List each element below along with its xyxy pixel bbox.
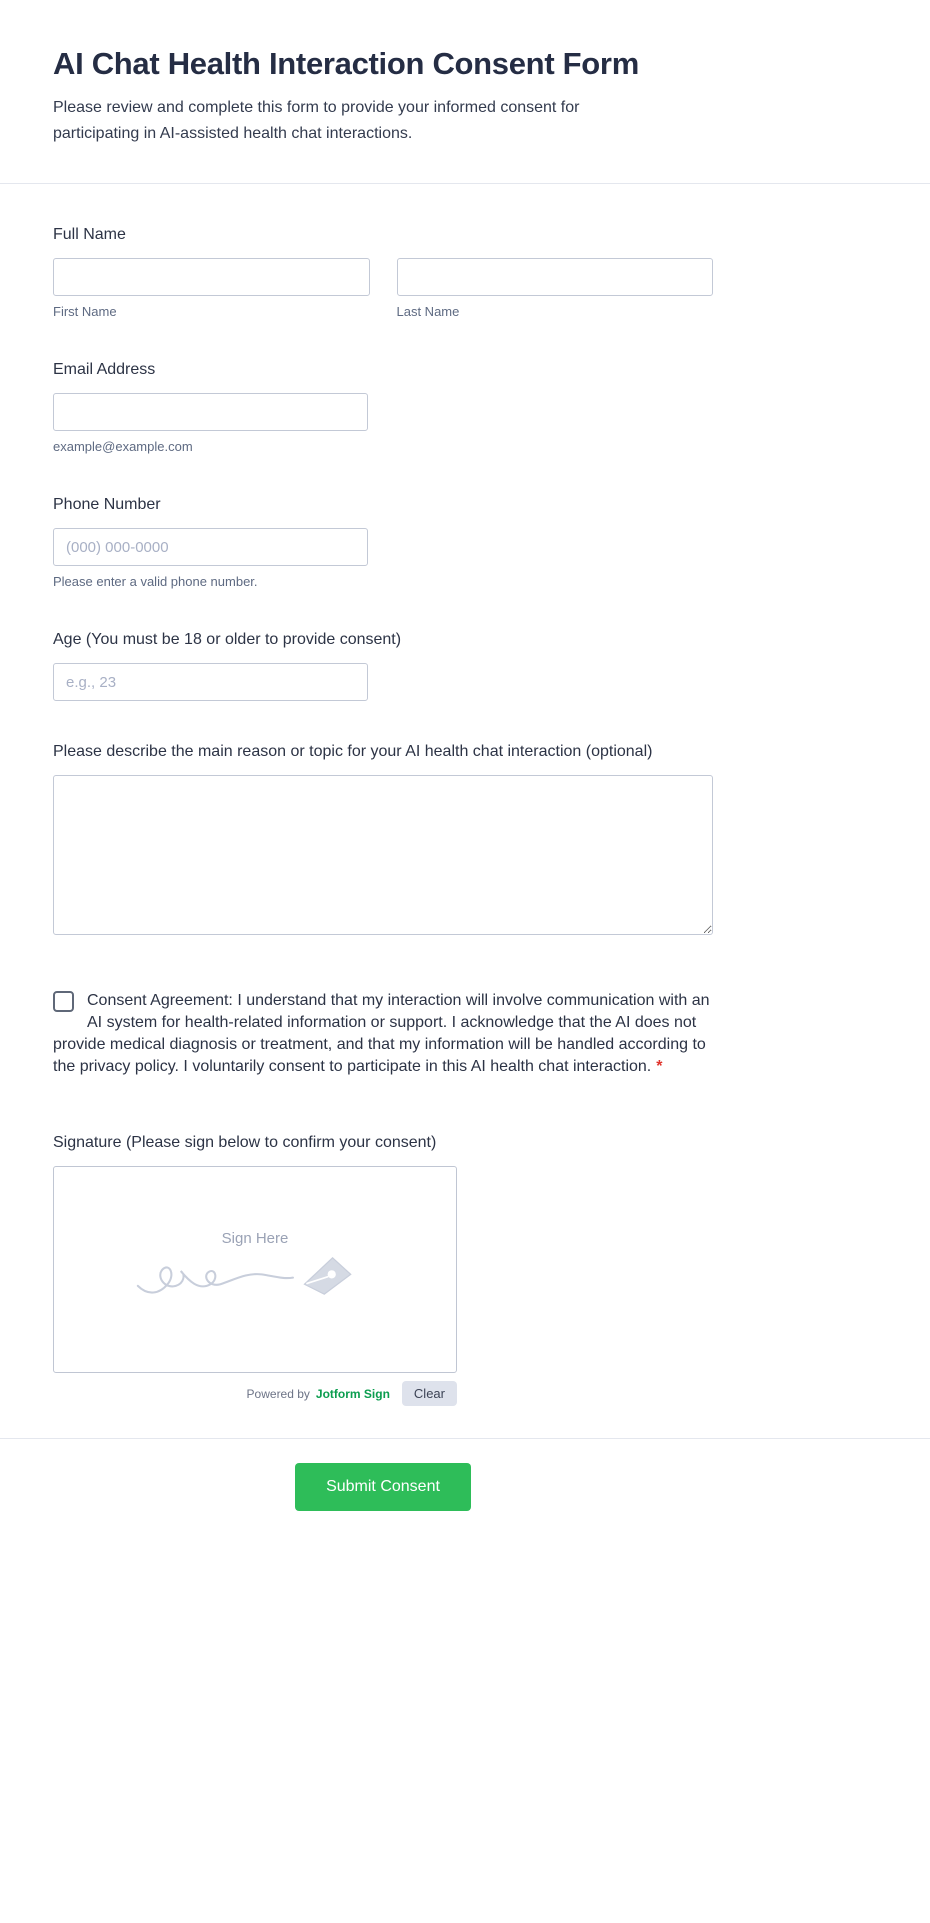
form-header: [0, 0, 930, 183]
first-name-column: [53, 258, 370, 319]
sign-here-placeholder: Sign Here: [221, 1230, 289, 1247]
required-asterisk: *: [656, 1058, 663, 1075]
topic-label: Please describe the main reason or topic for your AI health chat interaction (optional): [53, 743, 653, 760]
header-divider: [0, 183, 930, 184]
phone-input[interactable]: [53, 528, 368, 566]
question-email: [53, 361, 713, 454]
question-topic: [53, 743, 713, 940]
question-signature: [53, 1134, 713, 1406]
email-label: Email Address: [53, 361, 156, 378]
signature-squiggle-icon: [110, 1243, 400, 1309]
clear-signature-button[interactable]: Clear: [402, 1381, 457, 1406]
submit-button[interactable]: Submit Consent: [295, 1463, 471, 1511]
last-name-column: [397, 258, 714, 319]
email-input[interactable]: [53, 393, 368, 431]
last-name-input[interactable]: [397, 258, 714, 296]
question-age: [53, 631, 713, 701]
jotform-sign-link[interactable]: Jotform Sign: [315, 1386, 390, 1401]
signature-pad[interactable]: [53, 1166, 457, 1373]
age-label: Age (You must be 18 or older to provide consent): [53, 631, 402, 648]
topic-textarea[interactable]: [53, 775, 713, 935]
consent-agreement-block: [53, 990, 713, 1078]
form-body: [0, 226, 930, 1406]
form-subtitle: Please review and complete this form to provide your informed consent for participating in AI-assisted health chat interactions.: [53, 99, 580, 142]
first-name-sublabel: First Name: [53, 304, 117, 319]
signature-label: Signature (Please sign below to confirm your consent): [53, 1134, 437, 1151]
question-phone: [53, 496, 713, 589]
phone-sublabel: Please enter a valid phone number.: [53, 574, 258, 589]
email-sublabel: example@example.com: [53, 439, 193, 454]
phone-label: Phone Number: [53, 496, 161, 513]
full-name-label: Full Name: [53, 226, 126, 243]
consent-text: Consent Agreement: I understand that my interaction will involve communication with an AI system for health-related information or support. I acknowledge that the AI does not provide medical diagnosis or treatment, and that my information will be handled according to the privacy policy. I voluntarily consent to participate in this AI health chat interaction.: [53, 992, 710, 1075]
signature-footer: [53, 1381, 457, 1406]
form-title: AI Chat Health Interaction Consent Form: [53, 46, 639, 81]
full-name-row: [53, 258, 713, 319]
age-input[interactable]: [53, 663, 368, 701]
first-name-input[interactable]: [53, 258, 370, 296]
question-full-name: [53, 226, 713, 319]
powered-by-text: Powered by: [246, 1386, 310, 1401]
submit-section: [0, 1439, 930, 1511]
last-name-sublabel: Last Name: [396, 304, 460, 319]
consent-checkbox[interactable]: [53, 991, 74, 1012]
pen-nib-icon: [305, 1258, 351, 1294]
